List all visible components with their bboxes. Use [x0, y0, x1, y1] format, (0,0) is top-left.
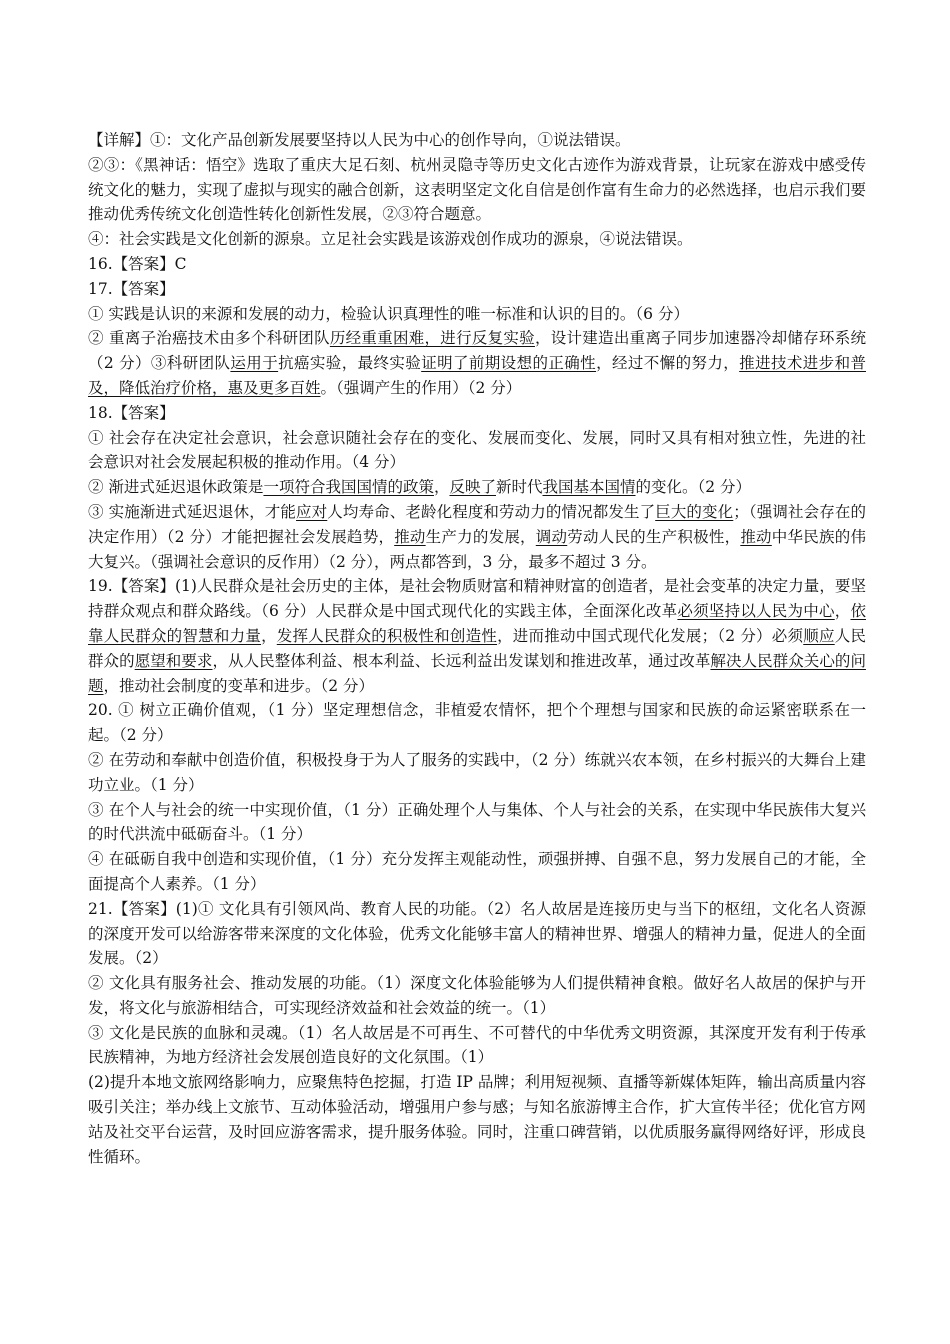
answer-paragraph	[88, 897, 866, 971]
answer-paragraph	[88, 326, 866, 400]
text-run: ②③：《黑神话：悟空》选取了重庆大足石刻、杭州灵隐寺等历史文化古迹作为游戏背景，让玩家在游戏中感受传统文化的魅力，实现了虚拟与现实的融合创新，这表明坚定文化自信是创作富有生命力的必然选择，也启示我们要推动优秀传统文化创造性转化创新性发展，②③符合题意。	[88, 155, 866, 224]
underlined-key-phrase: 巨大的变化	[655, 502, 734, 521]
text-run: 16.【答案】C	[88, 254, 187, 273]
answer-paragraph	[88, 302, 866, 327]
text-run: 生产力的发展，	[425, 527, 536, 546]
text-run: ② 渐进式延迟退休政策是	[88, 478, 264, 497]
text-run: ④：社会实践是文化创新的源泉。立足社会实践是该游戏创作成功的源泉，④说法错误。	[88, 230, 693, 249]
answer-paragraph	[88, 252, 866, 277]
answer-paragraph	[88, 1021, 866, 1071]
answer-paragraph	[88, 128, 866, 153]
underlined-key-phrase: 历经重重困难，进行反复实验	[329, 329, 535, 348]
text-run: 中华民族的伟大复兴。（强调社会意识的反作用）（2 分），两点都答到，3 分，最多不超过 3 分。	[88, 527, 866, 571]
text-run: 17.【答案】	[88, 279, 175, 298]
text-run: ，进而推动中国式现代化发展；（2 分）必须	[497, 626, 804, 645]
answer-paragraph	[88, 401, 866, 426]
answer-paragraph	[88, 798, 866, 848]
text-run: ③ 在个人与社会的统一中实现价值，（1 分）正确处理个人与集体、个人与社会的关系，在实现中华民族伟大复兴的时代洪流中砥砺奋斗。（1 分）	[88, 800, 866, 844]
text-run: 21.【答案】(1)① 文化具有引领风尚、教育人民的功能。（2）名人故居是连接历史与当下的枢纽，文化名人资源的深度开发可以给游客带来深度的文化体验，优秀文化能够丰富人的精神世界、增强人的精神力量，促进人的全面发展。（2）	[88, 899, 866, 968]
answer-paragraph	[88, 748, 866, 798]
text-run: ，设计建造出重离子同步加速器冷却储存环系统（2 分）③科研团队	[88, 329, 866, 373]
underlined-key-phrase: 推进技术进步和普及，降低治疗价格，惠及更多百姓	[88, 354, 866, 397]
text-run: ① 实践是认识的来源和发展的动力，检验认识真理性的唯一标准和认识的目的。（6 分）	[88, 304, 689, 323]
answer-key-document	[88, 128, 866, 1169]
text-run: ② 重离子治癌技术由多个科研团队	[88, 329, 330, 348]
text-run: 人均寿命、老龄化程度和劳动力的情况都发生了	[327, 502, 656, 521]
underlined-key-phrase: 我国基本国情	[542, 478, 636, 497]
text-run: 抗癌实验，最终实验	[278, 354, 422, 373]
text-run: ③ 实施渐进式延迟退休，才能	[88, 502, 297, 521]
text-run: ，推动社会制度的变革和进步。（2 分）	[103, 676, 375, 695]
underlined-key-phrase: 调动	[535, 527, 568, 546]
answer-paragraph	[88, 426, 866, 476]
underlined-key-phrase: 解决人民群众关心的问题	[88, 651, 866, 695]
text-run: ② 在劳动和奉献中创造价值，积极投身于为人了服务的实践中，（2 分）练就兴农本领，在乡村振兴的大舞台上建功立业。（1 分）	[88, 750, 866, 794]
text-run: ，	[261, 626, 277, 645]
text-run: 19.【答案】(1)人民群众是社会历史的主体，是社会物质财富和精神财富的创造者，是社会变革的决定力量，要坚持群众观点和群众路线。（6 分）人民群众是中国式现代化的实践主体，全面深化改革	[88, 577, 866, 621]
text-run: 18.【答案】	[88, 403, 175, 422]
text-run: 新时代	[495, 478, 543, 497]
text-run: ，	[433, 478, 450, 497]
answer-paragraph	[88, 574, 866, 698]
answer-paragraph	[88, 475, 866, 500]
underlined-key-phrase: 推动	[740, 527, 772, 546]
answer-paragraph	[88, 277, 866, 302]
text-run: ，经过不懈的努力，	[596, 354, 740, 373]
text-run: ① 社会存在决定社会意识，社会意识随社会存在的变化、发展而变化、发展，同时又具有相对独立性，先进的社会意识对社会发展起积极的推动作用。（4 分）	[88, 428, 866, 472]
underlined-key-phrase: 依靠人民群众的智慧和力量	[88, 602, 866, 645]
underlined-key-phrase: 推动	[394, 527, 426, 546]
text-run: ；（强调社会存在的决定作用）（2 分）才能把握社会发展趋势，	[88, 502, 866, 546]
answer-paragraph	[88, 847, 866, 897]
underlined-key-phrase: 一项符合我国国情的政策	[263, 478, 434, 497]
underlined-key-phrase: 证明了前期设想的正确性	[421, 354, 597, 373]
answer-paragraph	[88, 971, 866, 1021]
text-run: 的变化。（2 分）	[635, 478, 752, 497]
underlined-key-phrase: 顺应	[803, 626, 835, 645]
answer-paragraph	[88, 698, 866, 748]
answer-paragraph	[88, 153, 866, 227]
text-run: 20. ① 树立正确价值观，（1 分）坚定理想信念，非植爱农情怀，把个个理想与国家和民族的命运紧密联系在一起。（2 分）	[88, 701, 866, 745]
underlined-key-phrase: 发挥人民群众的积极性和创造性	[276, 626, 498, 645]
text-run: ，从人民整体利益、根本利益、长远利益出发谋划和推进改革，通过改革	[212, 651, 711, 670]
answer-paragraph	[88, 500, 866, 574]
underlined-key-phrase: 反映了	[449, 478, 496, 497]
text-run: ，	[834, 602, 851, 621]
underlined-key-phrase: 运用于	[230, 354, 279, 373]
underlined-key-phrase: 愿望和要求	[134, 651, 213, 670]
text-run: 劳动人民的生产积极性，	[567, 527, 741, 546]
text-run: ④ 在砥砺自我中创造和实现价值，（1 分）充分发挥主观能动性，顽强拼搏、自强不息，努力发展自己的才能，全面提高个人素养。（1 分）	[88, 850, 866, 893]
text-run: (2)提升本地文旅网络影响力，应聚焦特色挖掘，打造 IP 品牌；利用短视频、直播等新媒体矩阵，输出高质量内容吸引关注；举办线上文旅节、互动体验活动，增强用户参与感；与知名旅游博主合作，扩大宣传半径；优化官方网站及社交平台运营，及时回应游客需求，提升服务体验。同时，注重口碑营销，以优质服务赢得网络好评，形成良性循环。	[88, 1073, 866, 1166]
text-run: 【详解】①：文化产品创新发展要坚持以人民为中心的创作导向，①说法错误。	[88, 131, 631, 149]
text-run: 人民群众的	[88, 626, 866, 670]
underlined-key-phrase: 必须坚持以人民为中心	[677, 602, 835, 621]
answer-paragraph	[88, 1070, 866, 1169]
text-run: ③ 文化是民族的血脉和灵魂。（1）名人故居是不可再生、不可替代的中华优秀文明资源，其深度开发有利于传承民族精神，为地方经济社会发展创造良好的文化氛围。（1）	[88, 1023, 866, 1067]
underlined-key-phrase: 应对	[296, 502, 328, 521]
answer-paragraph	[88, 227, 866, 252]
text-run: 。（强调产生的作用）（2 分）	[320, 378, 522, 397]
text-run: ② 文化具有服务社会、推动发展的功能。（1）深度文化体验能够为人们提供精神食粮。做好名人故居的保护与开发，将文化与旅游相结合，可实现经济效益和社会效益的统一。（1）	[88, 974, 866, 1017]
